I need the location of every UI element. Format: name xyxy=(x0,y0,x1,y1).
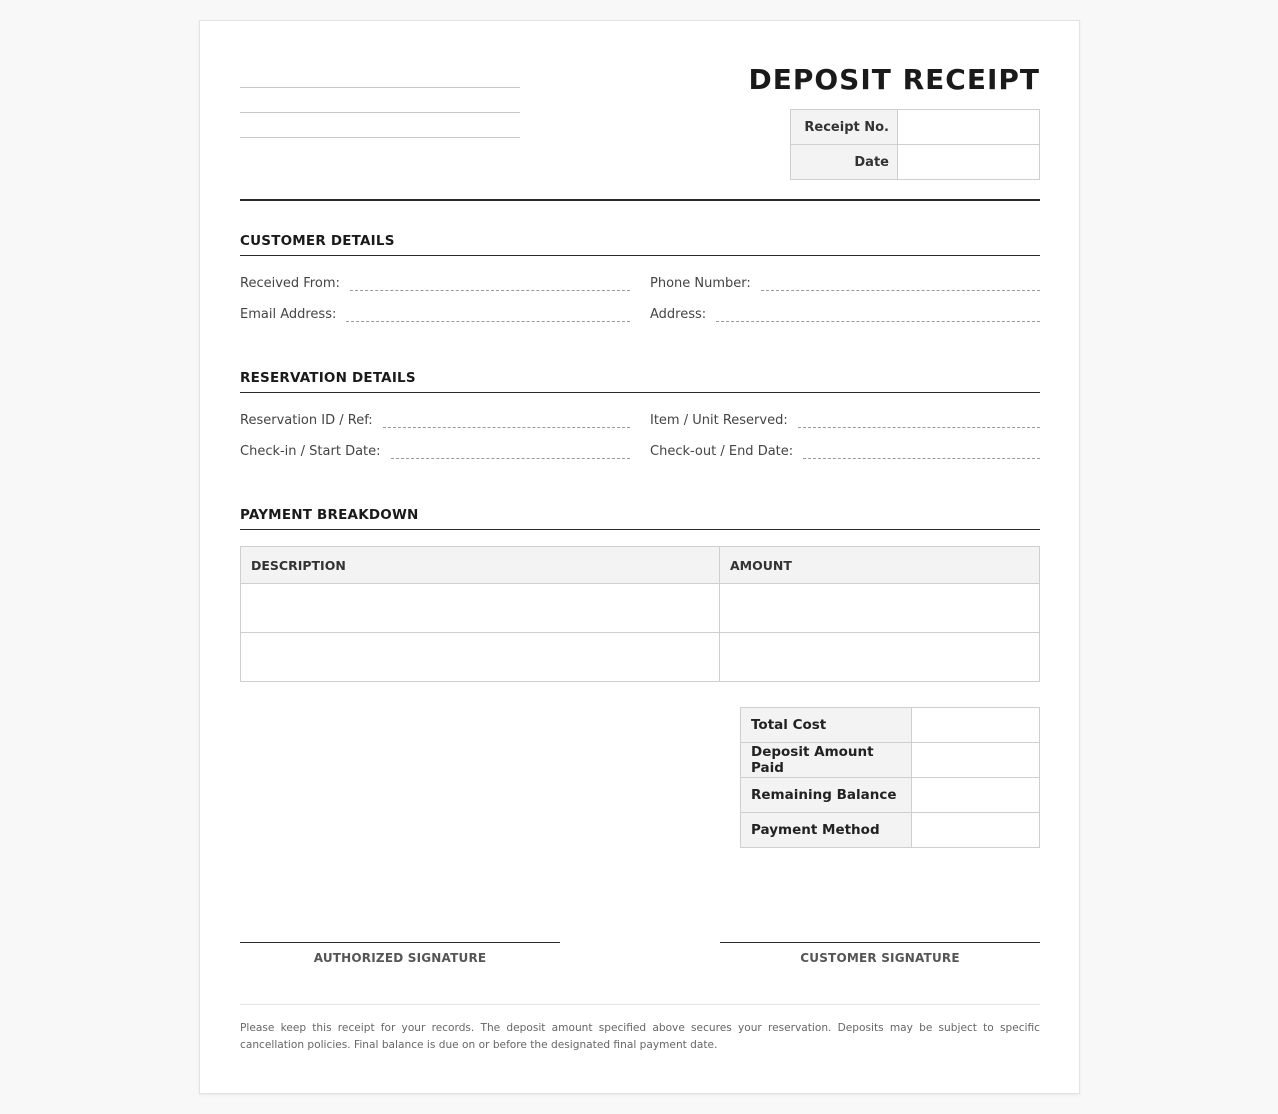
footer-note: Please keep this receipt for your records. The deposit amount specified above secures your reservation. Deposits may be subject to specific cancellation policies. Final balance is due on or before the designated final payment date. xyxy=(240,1022,1040,1051)
field-label: Check-in / Start Date: xyxy=(240,444,381,459)
field-label: Reservation ID / Ref: xyxy=(240,413,373,428)
table-row xyxy=(241,584,1040,633)
field-label: Item / Unit Reserved: xyxy=(650,413,788,428)
company-info-lines xyxy=(240,87,520,162)
section-heading: RESERVATION DETAILS xyxy=(240,370,1040,393)
field-row xyxy=(240,276,1040,291)
field-label: Email Address: xyxy=(240,307,337,322)
receipt-number-label: Receipt No. xyxy=(791,110,898,145)
document-title: DEPOSIT RECEIPT xyxy=(748,63,1040,96)
checkout-date-field xyxy=(650,444,1040,459)
receipt-number-field[interactable] xyxy=(898,110,1040,145)
reservation-id-input[interactable] xyxy=(383,414,630,428)
email-address-field xyxy=(240,307,630,322)
receipt-number-row xyxy=(791,110,1040,145)
payment-method-label: Payment Method xyxy=(741,813,912,848)
address-field xyxy=(650,307,1040,322)
received-from-field xyxy=(240,276,630,291)
payment-table xyxy=(240,546,1040,682)
amount-cell[interactable] xyxy=(720,633,1040,682)
header-divider xyxy=(240,199,1040,201)
field-label: Check-out / End Date: xyxy=(650,444,794,459)
phone-number-input[interactable] xyxy=(761,277,1040,291)
total-cost-label: Total Cost xyxy=(741,708,912,743)
footer-divider xyxy=(240,1004,1040,1005)
deposit-paid-field[interactable] xyxy=(912,743,1040,778)
checkin-date-field xyxy=(240,444,630,459)
remaining-balance-row xyxy=(741,778,1040,813)
checkout-date-input[interactable] xyxy=(803,445,1040,459)
date-field[interactable] xyxy=(898,145,1040,180)
checkin-date-input[interactable] xyxy=(391,445,630,459)
field-row xyxy=(240,444,1040,459)
received-from-input[interactable] xyxy=(350,277,630,291)
date-label: Date xyxy=(791,145,898,180)
authorized-signature-line[interactable] xyxy=(240,942,560,943)
total-cost-field[interactable] xyxy=(912,708,1040,743)
amount-column-header: AMOUNT xyxy=(720,547,1040,584)
company-line[interactable] xyxy=(240,112,520,113)
authorized-signature-block xyxy=(240,942,560,965)
customer-details-section xyxy=(240,233,1040,322)
customer-signature-label: CUSTOMER SIGNATURE xyxy=(800,951,960,965)
description-cell[interactable] xyxy=(241,584,720,633)
section-heading: PAYMENT BREAKDOWN xyxy=(240,507,1040,530)
table-row xyxy=(241,633,1040,682)
customer-signature-line[interactable] xyxy=(720,942,1040,943)
reservation-details-section xyxy=(240,370,1040,459)
receipt-content xyxy=(240,21,1040,1093)
deposit-paid-label: Deposit Amount Paid xyxy=(741,743,912,778)
total-cost-row xyxy=(741,708,1040,743)
deposit-paid-row xyxy=(741,743,1040,778)
field-label: Address: xyxy=(650,307,707,322)
item-reserved-input[interactable] xyxy=(798,414,1040,428)
customer-signature-block xyxy=(720,942,1040,965)
company-line[interactable] xyxy=(240,87,520,88)
remaining-balance-field[interactable] xyxy=(912,778,1040,813)
phone-number-field xyxy=(650,276,1040,291)
item-reserved-field xyxy=(650,413,1040,428)
reservation-id-field xyxy=(240,413,630,428)
remaining-balance-label: Remaining Balance xyxy=(741,778,912,813)
date-row xyxy=(791,145,1040,180)
field-label: Phone Number: xyxy=(650,276,751,291)
field-row xyxy=(240,413,1040,428)
email-address-input[interactable] xyxy=(346,308,630,322)
address-input[interactable] xyxy=(716,308,1040,322)
amount-cell[interactable] xyxy=(720,584,1040,633)
section-heading: CUSTOMER DETAILS xyxy=(240,233,1040,256)
company-line[interactable] xyxy=(240,137,520,138)
table-header-row xyxy=(241,547,1040,584)
field-label: Received From: xyxy=(240,276,340,291)
payment-breakdown-section xyxy=(240,507,1040,682)
receipt-meta-table xyxy=(790,109,1040,180)
description-cell[interactable] xyxy=(241,633,720,682)
payment-method-row xyxy=(741,813,1040,848)
description-column-header: DESCRIPTION xyxy=(241,547,720,584)
field-row xyxy=(240,307,1040,322)
receipt-sheet xyxy=(199,20,1080,1094)
payment-method-field[interactable] xyxy=(912,813,1040,848)
totals-table xyxy=(740,707,1040,848)
authorized-signature-label: AUTHORIZED SIGNATURE xyxy=(313,951,487,965)
